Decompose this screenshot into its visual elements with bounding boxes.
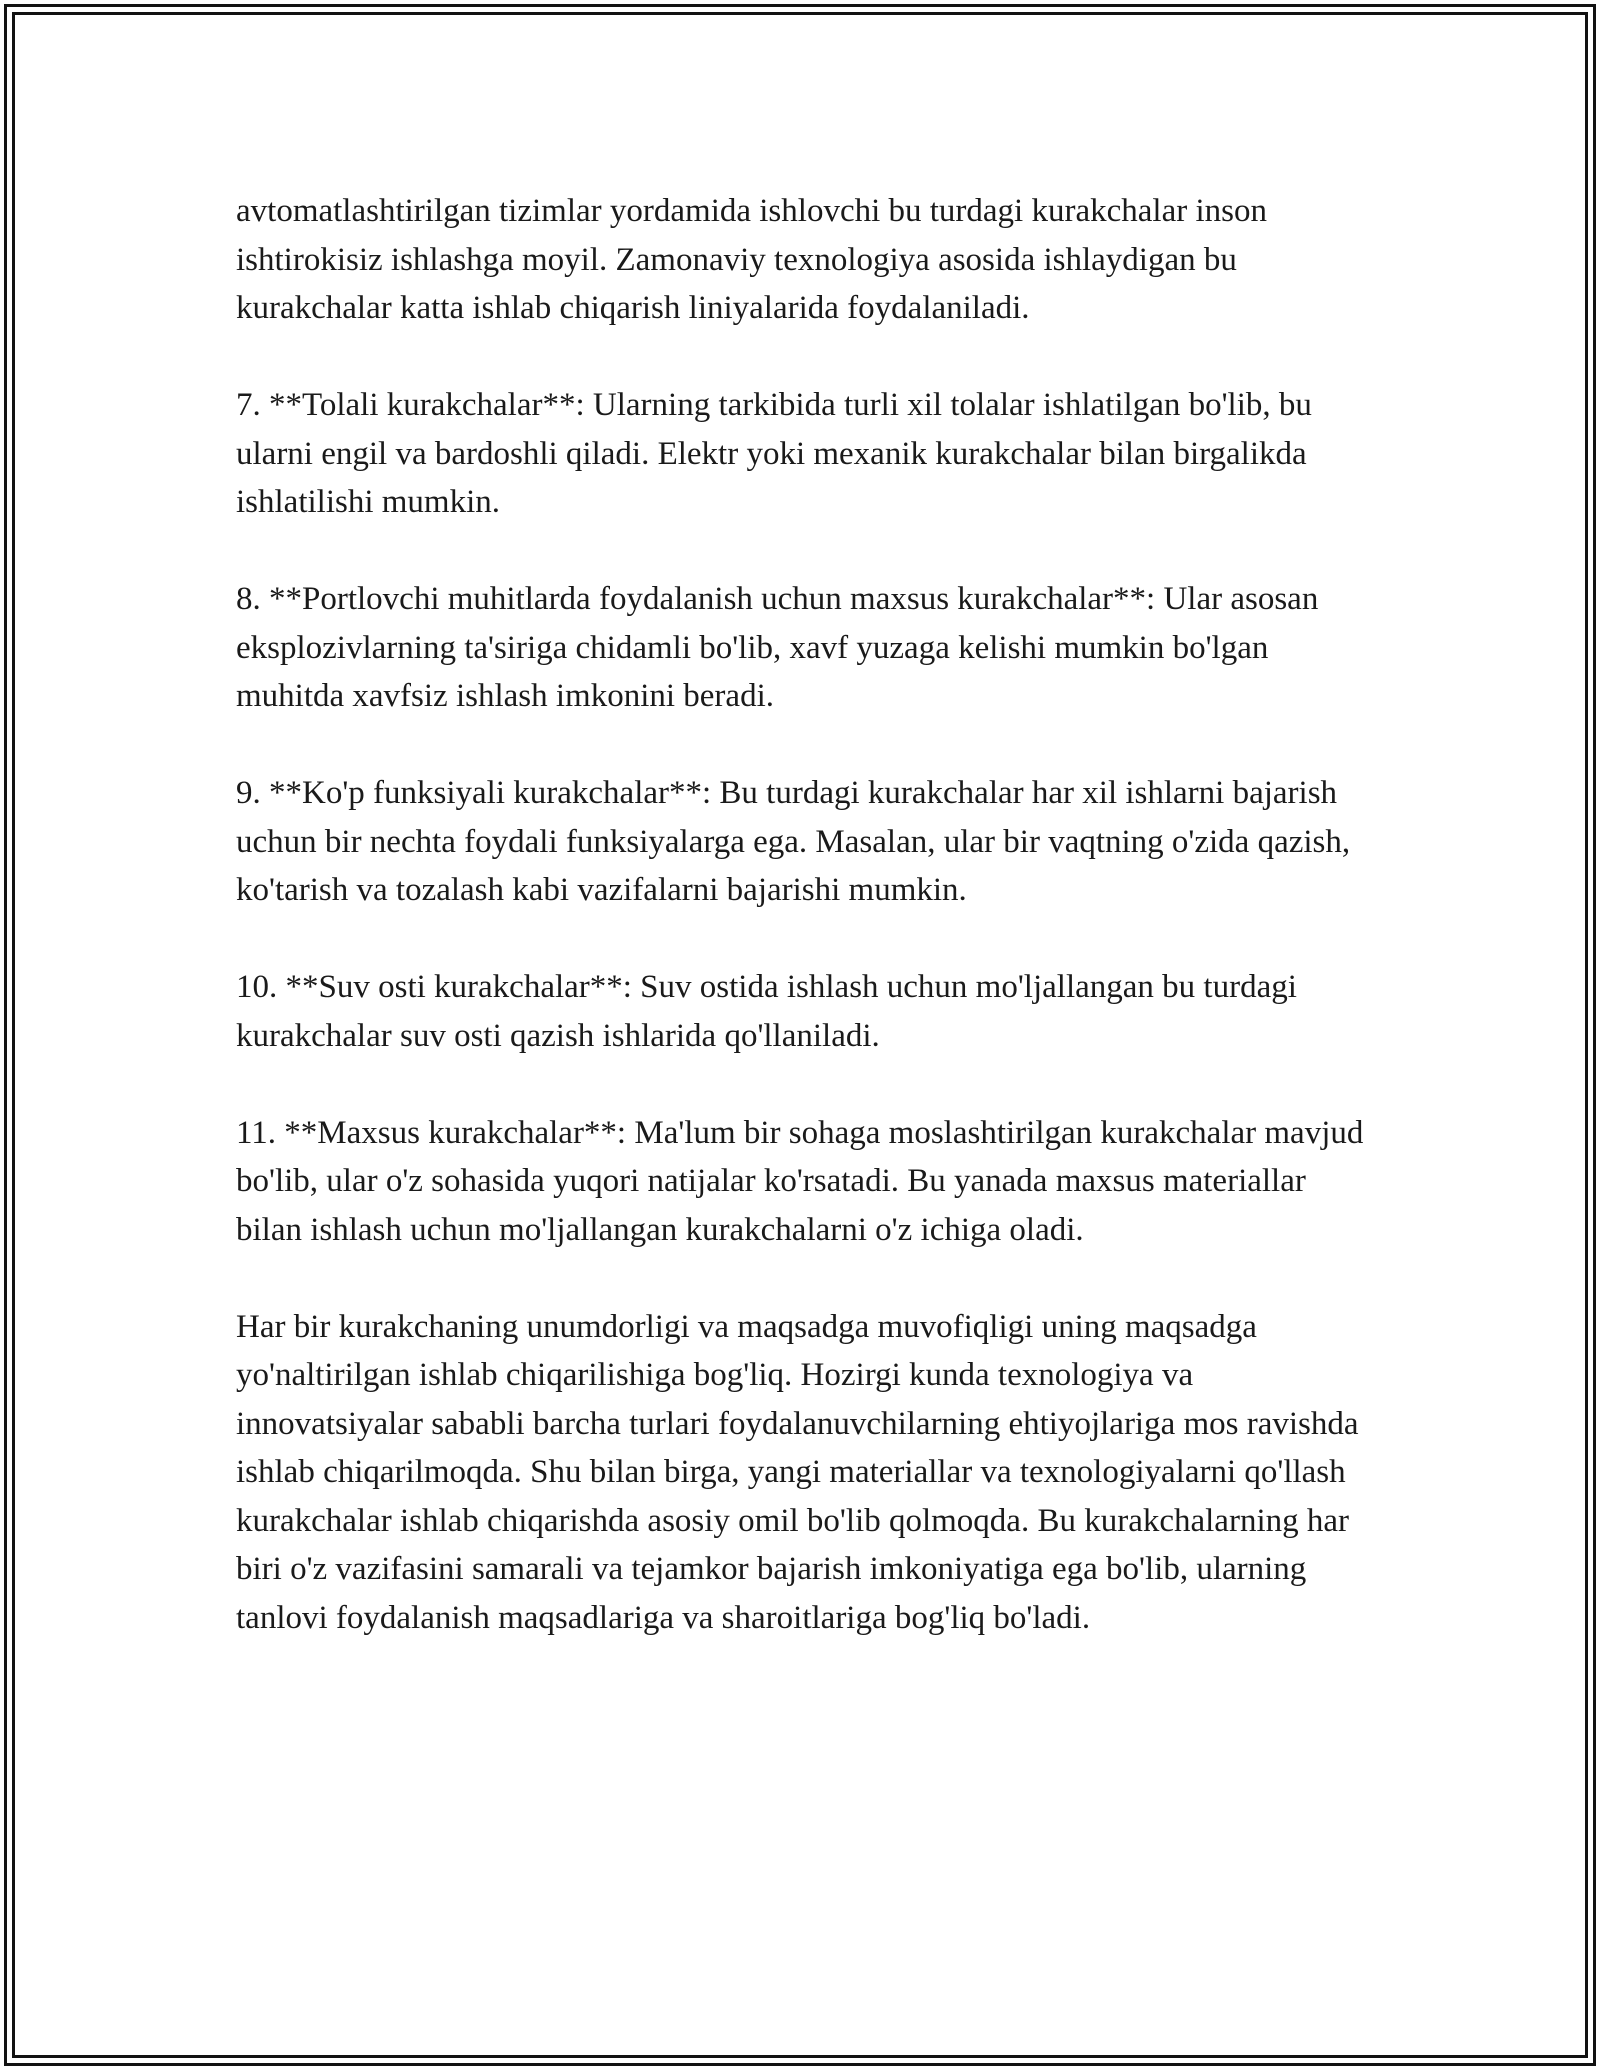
paragraph-item-9: 9. **Ko'p funksiyali kurakchalar**: Bu turdagi kurakchalar har xil ishlarni bajarish uchun bir nechta foydali funksiyalarga ega. Masalan, ular bir vaqtning o'zida qazish, ko'tarish va tozalash kabi vazifalarni bajarishi mumkin. [236,775,1351,908]
paragraph-intro-continuation: avtomatlashtirilgan tizimlar yordamida ishlovchi bu turdagi kurakchalar inson ishtirokisiz ishlashga moyil. Zamonaviy texnologiya asosida ishlaydigan bu kurakchalar katta ishlab chiqarish liniyalarida foydalaniladi. [236,193,1267,326]
document-body [236,187,1366,1691]
paragraph-item-8: 8. **Portlovchi muhitlarda foydalanish uchun maxsus kurakchalar**: Ular asosan eksplozivlarning ta'siriga chidamli bo'lib, xavf yuzaga kelishi mumkin bo'lgan muhitda xavfsiz ishlash imkonini beradi. [236,581,1319,714]
paragraph-item-11: 11. **Maxsus kurakchalar**: Ma'lum bir sohaga moslashtirilgan kurakchalar mavjud bo'lib, ular o'z sohasida yuqori natijalar ko'rsatadi. Bu yanada maxsus materiallar bilan ishlash uchun mo'ljallangan kurakchalarni o'z ichiga oladi. [236,1114,1364,1248]
paragraph-item-10: 10. **Suv osti kurakchalar**: Suv ostida ishlash uchun mo'ljallangan bu turdagi kurakchalar suv osti qazish ishlarida qo'llaniladi. [236,969,1297,1054]
paragraph-conclusion: Har bir kurakchaning unumdorligi va maqsadga muvofiqligi uning maqsadga yo'naltirilgan ishlab chiqarilishiga bog'liq. Hozirgi kunda texnologiya va innovatsiyalar sababli barcha turlari foydalanuvchilarning ehtiyojlariga mos ravishda ishlab chiqarilmoqda. Shu bilan birga, yangi materiallar va texnologiyalarni qo'llash kurakchalar ishlab chiqarishda asosiy omil bo'lib qolmoqda. Bu kurakchalarning har biri o'z vazifasini samarali va tejamkor bajarish imkoniyatiga ega bo'lib, ularning tanlovi foydalanish maqsadlariga va sharoitlariga bog'liq bo'ladi. [236,1308,1359,1636]
paragraph-item-7: 7. **Tolali kurakchalar**: Ularning tarkibida turli xil tolalar ishlatilgan bo'lib, bu ularni engil va bardoshli qiladi. Elektr yoki mexanik kurakchalar bilan birgalikda ishlatilishi mumkin. [236,387,1312,520]
